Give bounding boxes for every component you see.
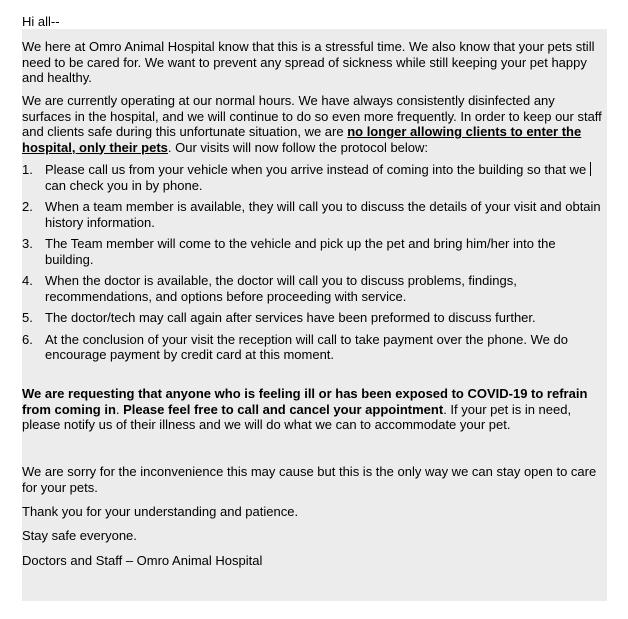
protocol-text: The doctor/tech may call again after services have been preformed to discuss further.	[45, 310, 536, 325]
protocol-text: When the doctor is available, the doctor will call you to discuss problems, findings, recommendations, and options before proceeding with service.	[45, 273, 517, 304]
apology-paragraph	[22, 464, 607, 495]
protocol-text: Please call us from your vehicle when you arrive instead of coming into the building so that we can check you in by phone.	[45, 162, 590, 193]
stay-safe-paragraph	[22, 528, 607, 544]
thanks-text: Thank you for your understanding and patience.	[22, 504, 299, 519]
intro-paragraph	[22, 39, 607, 86]
protocol-number: 2.	[22, 199, 33, 214]
intro-text: We here at Omro Animal Hospital know that this is a stressful time. We also know that your pets still need to be cared for. We want to prevent any spread of sickness while still keeping your pet happy and healthy.	[22, 39, 595, 85]
protocol-item-5	[22, 310, 607, 326]
hours-emphasis: no longer allowing clients to enter the hospital, only their pets	[22, 124, 582, 155]
protocol-item-3	[22, 236, 607, 267]
covid-bold-2: Please feel free to call and cancel your appointment	[123, 401, 444, 417]
hours-text	[22, 93, 607, 155]
protocol-item-1	[22, 162, 607, 193]
protocol-number: 1.	[22, 162, 33, 177]
protocol-text: When a team member is available, they will call you to discuss the details of your visit and obtain history information.	[45, 199, 601, 230]
covid-paragraph	[22, 386, 607, 433]
covid-rest: . If your pet is in need, please notify us of their illness and we will do what we can to accommodate your pet.	[22, 401, 572, 432]
signature-paragraph	[22, 553, 607, 569]
apology-text: We are sorry for the inconvenience this may cause but this is the only way we can stay open to care for your pets.	[22, 464, 597, 495]
thanks-paragraph	[22, 504, 607, 520]
protocol-text: At the conclusion of your visit the reception will call to take payment over the phone. We do encourage payment by credit card at this moment.	[45, 331, 568, 362]
protocol-item-4	[22, 273, 607, 304]
greeting	[22, 14, 607, 30]
protocol-number: 3.	[22, 236, 33, 251]
hours-before: We are currently operating at our normal hours. We have always consistently disinfected any surfaces in the hospital, and we will continue to do so even more frequently. In order to keep our staff and clients safe during this unfortunate situation, we are	[22, 93, 602, 139]
signature-text: Doctors and Staff – Omro Animal Hospital	[22, 553, 263, 568]
protocol-number: 4.	[22, 273, 33, 288]
protocol-number: 5.	[22, 310, 33, 325]
hours-after: . Our visits will now follow the protocol below:	[167, 139, 429, 155]
hours-paragraph	[22, 93, 607, 155]
covid-bold-1: We are requesting that anyone who is feeling ill or has been exposed to COVID-19 to refrain from coming in	[22, 386, 588, 417]
text-cursor	[590, 162, 591, 176]
protocol-list	[22, 162, 607, 363]
greeting-text: Hi all--	[22, 14, 60, 29]
covid-sep: .	[115, 401, 124, 417]
protocol-number: 6.	[22, 331, 33, 347]
protocol-item-6	[22, 332, 607, 363]
protocol-item-2	[22, 199, 607, 230]
protocol-text: The Team member will come to the vehicle and pick up the pet and bring him/her into the building.	[45, 236, 556, 267]
covid-text	[22, 386, 607, 433]
stay-safe-text: Stay safe everyone.	[22, 528, 137, 543]
